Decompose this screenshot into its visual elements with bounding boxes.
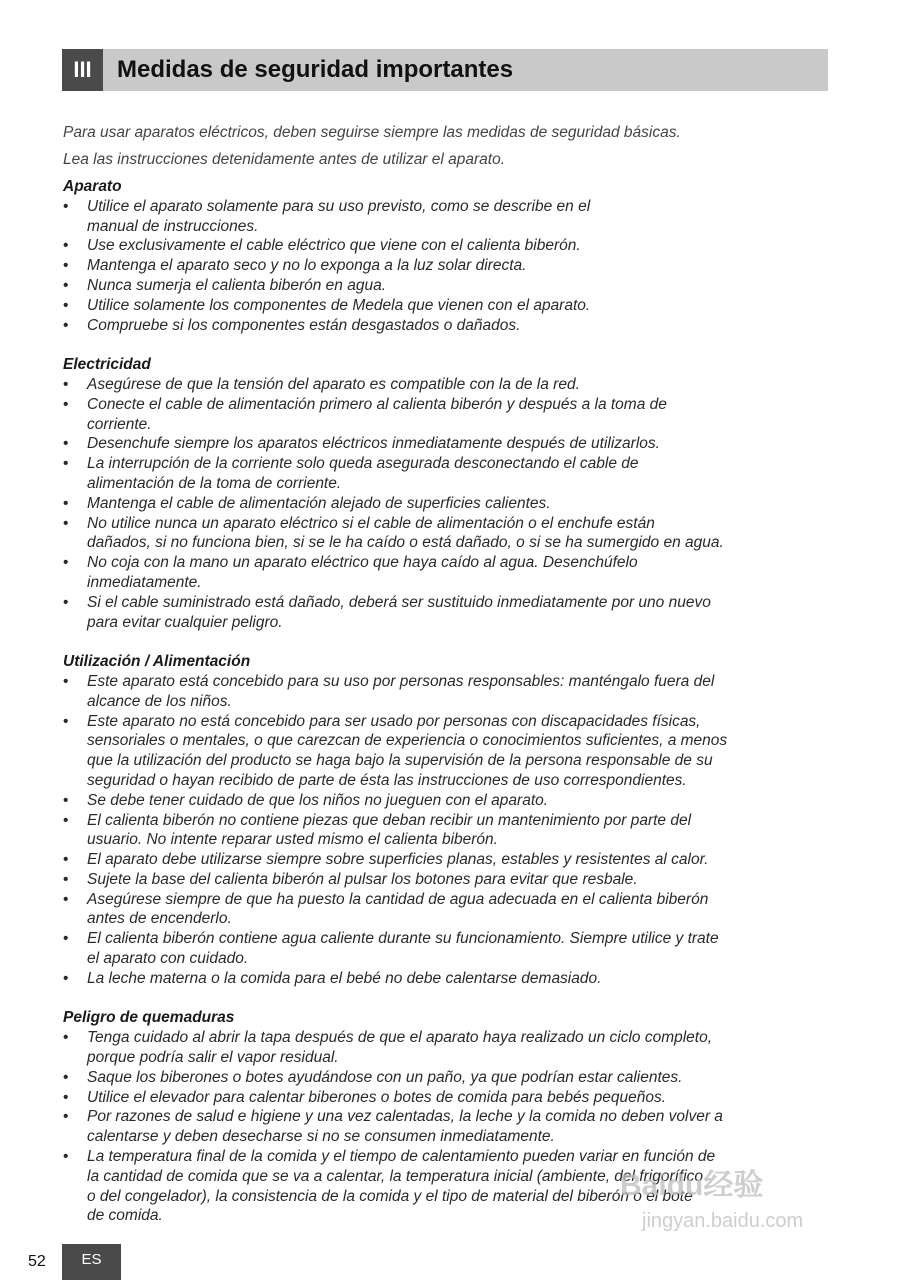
list-item: • Mantenga el cable de alimentación alejado de superficies calientes. [63,494,833,514]
intro-line: Lea las instrucciones detenidamente antes de utilizar el aparato. [63,151,506,168]
intro-line: Para usar aparatos eléctricos, deben seguirse siempre las medidas de seguridad básicas. [63,124,681,141]
section [63,355,833,632]
list-item: • La interrupción de la corriente solo queda asegurada desconectando el cable de alimentación de la toma de corriente. [63,454,833,494]
safety-content [63,177,833,1246]
list-item: • Utilice el elevador para calentar biberones o botes de comida para bebés pequeños. [63,1088,833,1108]
list-item: • Asegúrese siempre de que ha puesto la cantidad de agua adecuada en el calienta biberón antes de encenderlo. [63,890,833,930]
list-item: • No utilice nunca un aparato eléctrico si el cable de alimentación o el enchufe están dañados, si no funciona bien, si se le ha caído o está dañado, o si se ha sumergido en agua. [63,514,833,554]
list-item: • Este aparato no está concebido para ser usado por personas con discapacidades físicas, sensoriales o mentales, o que carezcan de experiencia o conocimientos suficientes, a menos que la utilización del producto se haga bajo la supervisión de la persona responsable de su seguridad o hayan recibido de parte de ésta las instrucciones de uso correspondientes. [63,712,833,791]
list-item: • Asegúrese de que la tensión del aparato es compatible con la de la red. [63,375,833,395]
language-badge: ES [62,1244,121,1280]
list-item: • La leche materna o la comida para el bebé no debe calentarse demasiado. [63,969,833,989]
list-item: • Tenga cuidado al abrir la tapa después de que el aparato haya realizado un ciclo completo, porque podría salir el vapor residual. [63,1028,833,1068]
section [63,652,833,989]
bullet-list [63,197,833,336]
section-heading: Electricidad [63,356,151,374]
bullet-list [63,672,833,989]
list-item: • Conecte el cable de alimentación primero al calienta biberón y después a la toma de corriente. [63,395,833,435]
bullet-list [63,1028,833,1226]
list-item: • Este aparato está concebido para su uso por personas responsables: manténgalo fuera del alcance de los niños. [63,672,833,712]
intro-text [63,119,843,173]
section-heading: Peligro de quemaduras [63,1009,235,1027]
list-item: • Desenchufe siempre los aparatos eléctricos inmediatamente después de utilizarlos. [63,434,833,454]
list-item: • Mantenga el aparato seco y no lo exponga a la luz solar directa. [63,256,833,276]
section-number: III [62,49,103,91]
list-item: • La temperatura final de la comida y el tiempo de calentamiento pueden variar en función de la cantidad de comida que se va a calentar, la temperatura inicial (ambiente, del frigorífico o del congelador), la consistencia de la comida y el tipo de material del biberón o el bote de comida. [63,1147,833,1226]
list-item: • Sujete la base del calienta biberón al pulsar los botones para evitar que resbale. [63,870,833,890]
list-item: • Utilice el aparato solamente para su uso previsto, como se describe en el manual de instrucciones. [63,197,833,237]
list-item: • Saque los biberones o botes ayudándose con un paño, ya que podrían estar calientes. [63,1068,833,1088]
page-title: Medidas de seguridad importantes [117,56,514,83]
page-number: 52 [28,1253,46,1270]
section-heading: Aparato [63,178,122,195]
watermark-url: jingyan.baidu.com [642,1210,804,1232]
list-item: • Use exclusivamente el cable eléctrico que viene con el calienta biberón. [63,236,833,256]
section [63,177,833,335]
list-item: • Se debe tener cuidado de que los niños no jueguen con el aparato. [63,791,833,811]
list-item: • El aparato debe utilizarse siempre sobre superficies planas, estables y resistentes al calor. [63,850,833,870]
list-item: • El calienta biberón no contiene piezas que deban recibir un mantenimiento por parte del usuario. No intente reparar usted mismo el calienta biberón. [63,811,833,851]
list-item: • El calienta biberón contiene agua caliente durante su funcionamiento. Siempre utilice y trate el aparato con cuidado. [63,929,833,969]
bullet-list [63,375,833,632]
list-item: • Utilice solamente los componentes de Medela que vienen con el aparato. [63,296,833,316]
list-item: • Compruebe si los componentes están desgastados o dañados. [63,316,833,336]
watermark-brand: Baidu经验 [620,1169,764,1202]
list-item: • Por razones de salud e higiene y una vez calentadas, la leche y la comida no deben volver a calentarse y deben desecharse si no se consumen inmediatamente. [63,1107,833,1147]
list-item: • Nunca sumerja el calienta biberón en agua. [63,276,833,296]
section-header [62,49,828,91]
section-heading: Utilización / Alimentación [63,653,251,671]
list-item: • No coja con la mano un aparato eléctrico que haya caído al agua. Desenchúfelo inmediatamente. [63,553,833,593]
list-item: • Si el cable suministrado está dañado, deberá ser sustituido inmediatamente por uno nuevo para evitar cualquier peligro. [63,593,833,633]
section [63,1008,833,1226]
